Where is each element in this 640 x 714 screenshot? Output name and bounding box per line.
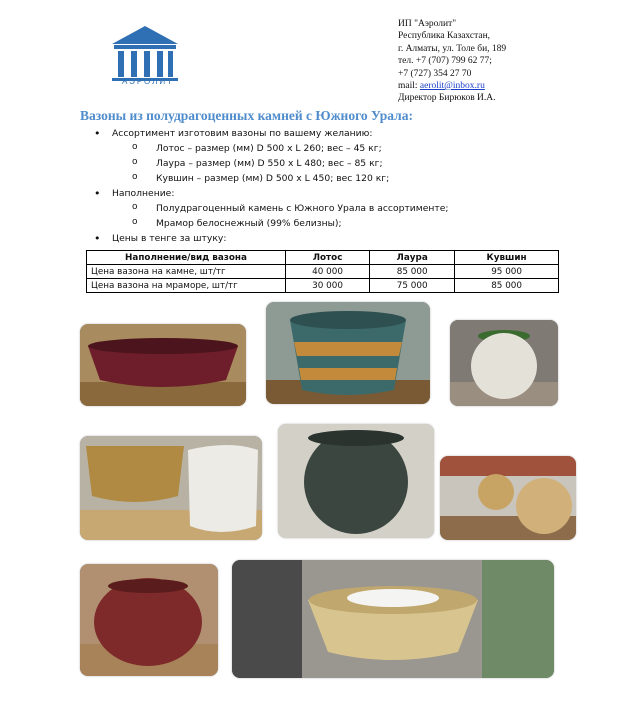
table-cell: 85 000 xyxy=(455,279,559,293)
price-table xyxy=(86,250,559,293)
model-item: o Лаура – размер (мм) D 550 x L 480; вес – 85 кг; xyxy=(94,156,448,171)
photo-white-round-pot xyxy=(450,320,558,406)
table-header: Лотос xyxy=(286,251,370,265)
table-header: Кувшин xyxy=(455,251,559,265)
assortment-item: • Ассортимент изготовим вазоны по вашему желанию: xyxy=(94,126,448,141)
model-item: o Кувшин – размер (мм) D 500 x L 450; вес 120 кг; xyxy=(94,171,448,186)
email-line xyxy=(398,80,506,92)
photo-red-granite-bowl xyxy=(80,324,246,406)
table-row xyxy=(87,279,559,293)
email-label: mail: xyxy=(398,81,420,92)
contact-line: тел. +7 (707) 799 62 77; xyxy=(398,56,492,67)
table-header-row xyxy=(87,251,559,265)
table-row xyxy=(87,265,559,279)
table-cell: 40 000 xyxy=(286,265,370,279)
email-link[interactable]: aerolit@inbox.ru xyxy=(419,81,485,92)
photo-striped-pot xyxy=(266,302,430,404)
table-cell: Цена вазона на мраморе, шт/тг xyxy=(87,279,286,293)
filling-option: o Полудрагоценный камень с Южного Урала в ассортименте; xyxy=(94,201,448,216)
photo-yellow-white-pots xyxy=(80,436,262,540)
table-header: Лаура xyxy=(370,251,455,265)
table-cell: 95 000 xyxy=(455,265,559,279)
photo-bowl-white-stones xyxy=(232,560,554,678)
contact-block xyxy=(398,18,506,105)
contact-line: ИП "Аэролит" xyxy=(398,19,457,29)
description-list xyxy=(94,126,448,246)
contact-line: +7 (727) 354 27 70 xyxy=(398,68,472,79)
table-cell: 85 000 xyxy=(370,265,455,279)
prices-item: • Цены в тенге за штуку: xyxy=(94,231,448,246)
photo-beige-pots xyxy=(440,456,576,540)
contact-line: Республика Казахстан, xyxy=(398,31,491,42)
photo-green-round-pot xyxy=(278,424,434,538)
director-line: Директор Бирюков И.А. xyxy=(398,93,496,104)
model-item: o Лотос – размер (мм) D 500 x L 260; вес – 45 кг; xyxy=(94,141,448,156)
table-cell: Цена вазона на камне, шт/тг xyxy=(87,265,286,279)
logo-text: АЭРОЛИТ xyxy=(121,77,175,86)
contact-line: г. Алматы, ул. Толе би, 189 xyxy=(398,43,507,54)
table-cell: 30 000 xyxy=(286,279,370,293)
filling-option: o Мрамор белоснежный (99% белизны); xyxy=(94,216,448,231)
table-cell: 75 000 xyxy=(370,279,455,293)
page-title: Вазоны из полудрагоценных камней с Южного Урала: xyxy=(80,108,413,123)
filling-item: • Наполнение: xyxy=(94,186,448,201)
table-header: Наполнение/вид вазона xyxy=(87,251,286,265)
photo-red-round-pot xyxy=(80,564,218,676)
